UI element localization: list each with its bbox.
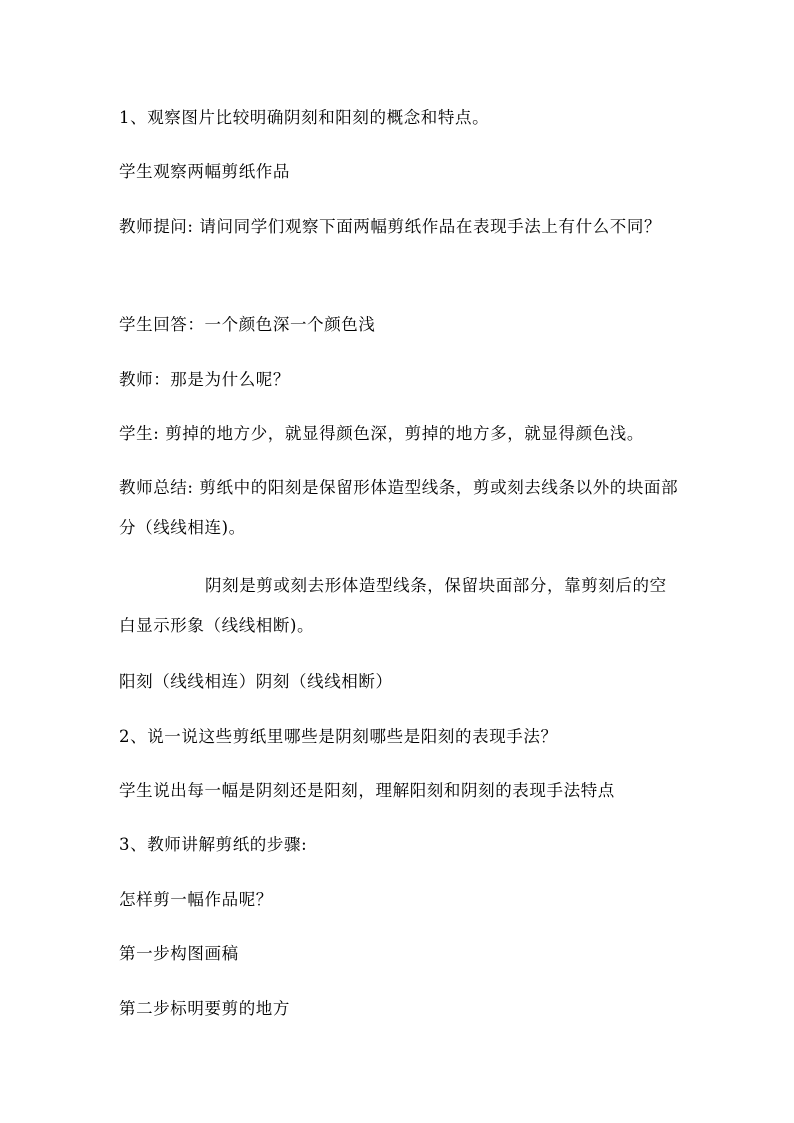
paragraph-5: 教师：那是为什么呢？ <box>119 370 290 389</box>
paragraph-8: 阴刻是剪或刻去形体造型线条，保留块面部分，靠剪刻后的空白显示形象（线线相断)。 <box>119 576 667 635</box>
paragraph-4: 学生回答：一个颜色深一个颜色浅 <box>119 315 376 334</box>
paragraph-2: 学生观察两幅剪纸作品 <box>119 162 290 181</box>
paragraph-11: 学生说出每一幅是阴刻还是阳刻，理解阳刻和阴刻的表现手法特点 <box>119 781 615 800</box>
paragraph-1: 1、观察图片比较明确阴刻和阳刻的概念和特点。 <box>119 108 490 127</box>
paragraph-14: 第一步构图画稿 <box>119 944 239 963</box>
paragraph-9: 阳刻（线线相连）阴刻（线线相断） <box>119 672 393 691</box>
paragraph-13: 怎样剪一幅作品呢？ <box>119 890 273 909</box>
paragraph-10: 2、说一说这些剪纸里哪些是阴刻哪些是阳刻的表现手法？ <box>119 727 558 746</box>
paragraph-7: 教师总结: 剪纸中的阳刻是保留形体造型线条，剪或刻去线条以外的块面部分（线线相连)。 <box>119 478 679 537</box>
paragraph-15: 第二步标明要剪的地方 <box>119 999 290 1018</box>
paragraph-3: 教师提问: 请问同学们观察下面两幅剪纸作品在表现手法上有什么不同？ <box>119 217 662 236</box>
paragraph-6: 学生: 剪掉的地方少，就显得颜色深，剪掉的地方多，就显得颜色浅。 <box>119 424 645 443</box>
paragraph-12: 3、教师讲解剪纸的步骤: <box>119 835 308 854</box>
